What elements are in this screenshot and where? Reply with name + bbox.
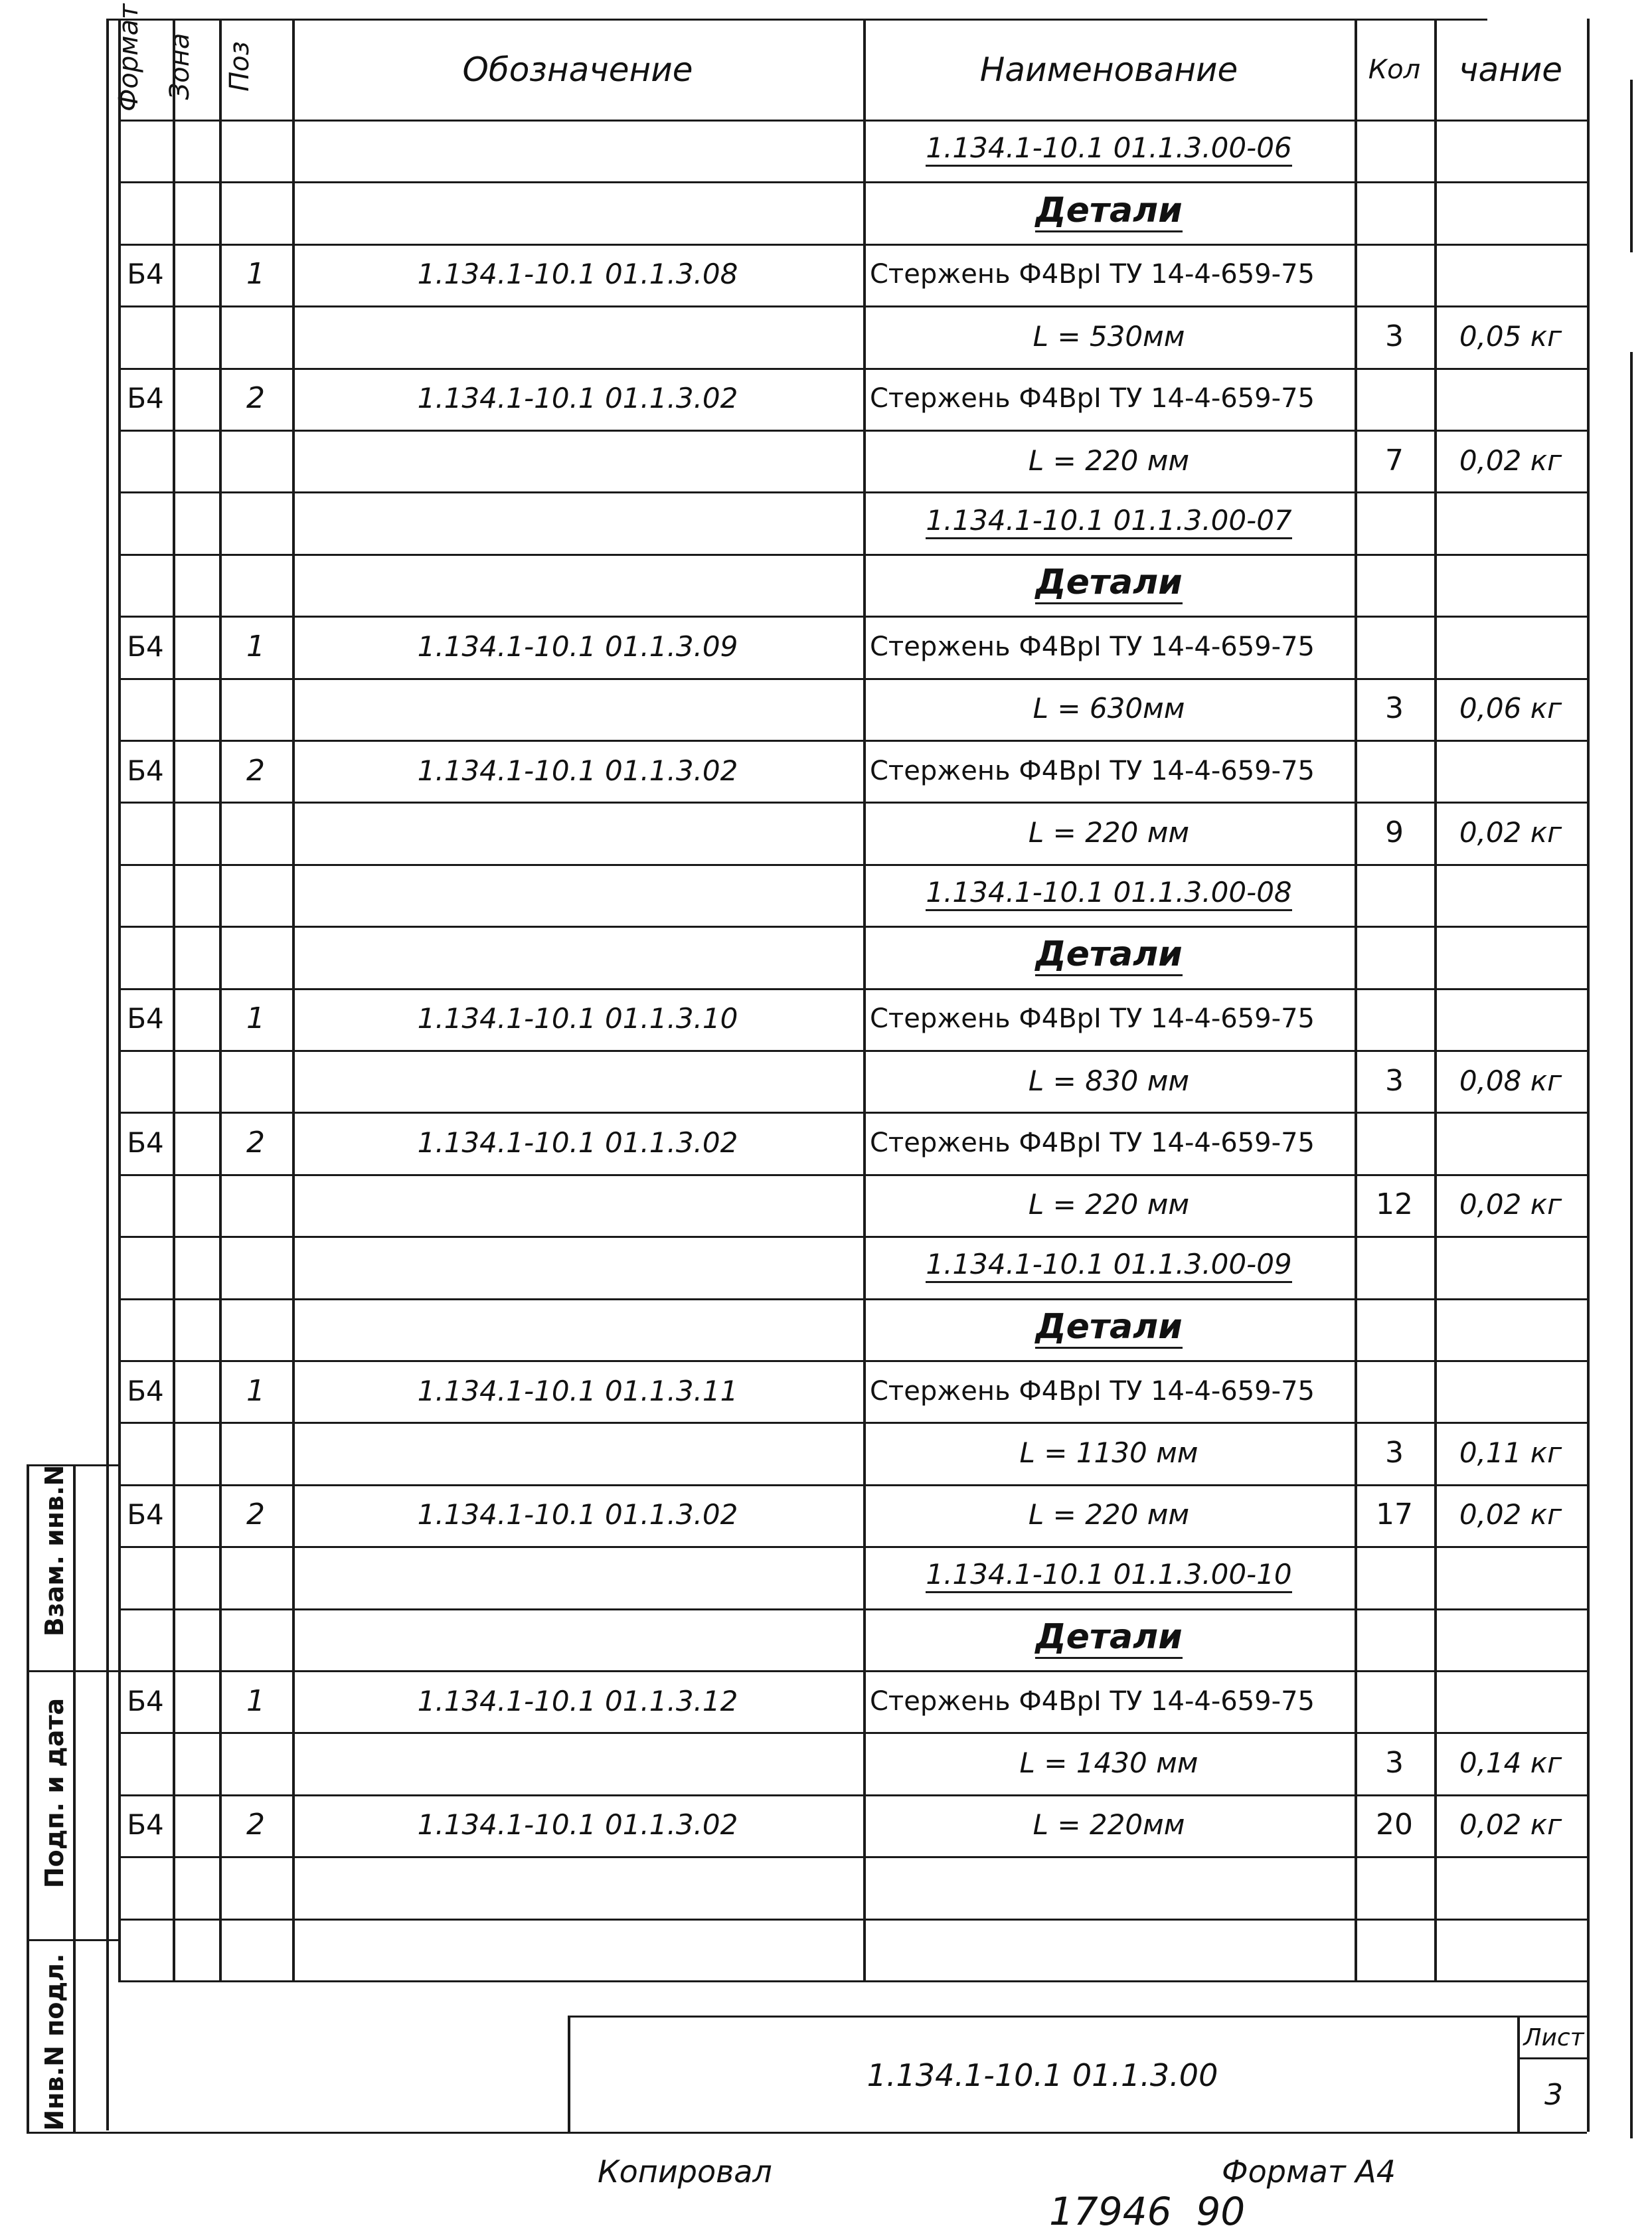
row-name: [863, 864, 1355, 926]
row-line: [118, 1546, 1587, 1548]
row-pos: [219, 305, 292, 367]
row-pos: [219, 1298, 292, 1360]
row-format: Б4: [127, 258, 164, 291]
row-qty: [1355, 988, 1434, 1050]
row-format: Б4: [127, 754, 164, 787]
row-designation: [292, 1546, 863, 1608]
title-block-doc-number: 1.134.1-10.1 01.1.3.00: [867, 2057, 1218, 2093]
section-heading-detali: Детали: [1035, 1620, 1182, 1659]
row-note: 0,11 кг: [1459, 1436, 1562, 1470]
row-format: [118, 181, 173, 243]
row-line: [118, 678, 1587, 680]
row-designation: [292, 1174, 863, 1236]
row-pos: [219, 678, 292, 740]
row-line: [118, 554, 1587, 556]
row-qty: 3: [1385, 1746, 1404, 1780]
header-name: Наименование: [979, 50, 1238, 89]
row-qty: [1355, 1360, 1434, 1422]
row-line: [118, 988, 1587, 990]
column-line: [118, 19, 121, 1980]
row-designation: [292, 1236, 863, 1298]
title-block-sheet-divider: [1517, 2016, 1520, 2132]
row-name: L = 1130 мм: [1019, 1436, 1198, 1470]
row-qty: [1355, 1236, 1434, 1298]
row-note: [1434, 554, 1587, 616]
row-note: [1434, 491, 1587, 553]
row-qty: [1355, 244, 1434, 305]
row-note: 0,02 кг: [1459, 816, 1562, 849]
row-name: L = 220 мм: [1028, 1188, 1190, 1221]
frame-bottom-line: [27, 2132, 1587, 2134]
row-line: [118, 1174, 1587, 1176]
row-name: [863, 554, 1355, 616]
stamp-podp-data: Подп. и дата: [40, 1697, 69, 1889]
row-designation: [292, 1050, 863, 1112]
row-pos: [219, 1546, 292, 1608]
row-qty: 3: [1385, 1063, 1404, 1098]
row-name: L = 1430 мм: [1019, 1747, 1198, 1780]
row-designation: 1.134.1-10.1 01.1.3.10: [417, 1002, 738, 1035]
outer-left-line: [106, 19, 109, 2130]
row-line: [118, 491, 1587, 493]
row-qty: [1355, 1856, 1434, 1918]
row-qty: [1355, 368, 1434, 430]
row-format: [118, 1732, 173, 1794]
row-line: [118, 1422, 1587, 1424]
row-qty: [1355, 1670, 1434, 1732]
row-note: [1434, 1608, 1587, 1670]
row-qty: [1355, 1919, 1434, 1980]
row-qty: [1355, 864, 1434, 926]
row-note: 0,02 кг: [1459, 1498, 1562, 1531]
row-pos: [219, 1732, 292, 1794]
row-format: Б4: [127, 1002, 164, 1035]
row-line: [118, 802, 1587, 804]
row-note: [1434, 864, 1587, 926]
row-designation: 1.134.1-10.1 01.1.3.11: [417, 1374, 738, 1407]
column-line: [1434, 19, 1437, 1980]
column-line: [173, 19, 175, 1980]
row-designation: [292, 120, 863, 181]
row-name: [863, 1236, 1355, 1298]
section-code: 1.134.1-10.1 01.1.3.00-07: [926, 507, 1291, 539]
row-line: [118, 1794, 1587, 1796]
column-line: [292, 19, 295, 1980]
row-line: [118, 1360, 1587, 1362]
row-note: [1434, 181, 1587, 243]
footer-copied: Копировал: [598, 2154, 772, 2190]
row-format: [118, 430, 173, 491]
row-format: Б4: [127, 382, 164, 415]
row-qty: [1355, 554, 1434, 616]
row-name: Стержень Ф4ВрI ТУ 14-4-659-75: [870, 1685, 1315, 1717]
row-format: [118, 926, 173, 988]
row-name: [863, 1608, 1355, 1670]
row-format: Б4: [127, 630, 164, 663]
section-heading-detali: Детали: [1035, 1310, 1182, 1349]
row-qty: 3: [1385, 319, 1404, 353]
row-pos: 2: [246, 381, 265, 416]
row-qty: 9: [1385, 816, 1404, 850]
row-note: [1434, 988, 1587, 1050]
top-border: [106, 19, 1487, 21]
row-format: [118, 864, 173, 926]
row-qty: 12: [1376, 1187, 1413, 1222]
row-name: Стержень Ф4ВрI ТУ 14-4-659-75: [870, 631, 1315, 662]
row-format: [118, 1050, 173, 1112]
row-name: L = 530мм: [1032, 319, 1185, 353]
row-designation: 1.134.1-10.1 01.1.3.02: [417, 1126, 738, 1160]
section-code: 1.134.1-10.1 01.1.3.00-06: [926, 134, 1291, 167]
row-note: [1434, 1298, 1587, 1360]
section-heading-detali: Детали: [1035, 565, 1182, 604]
row-designation: [292, 802, 863, 863]
footer-format: Формат А4: [1222, 2154, 1396, 2190]
stamp-vzam-inv: Взам. инв.N: [40, 1464, 69, 1637]
row-pos: [219, 430, 292, 491]
row-name: L = 630мм: [1032, 692, 1185, 725]
row-note: [1434, 616, 1587, 677]
row-designation: [292, 1856, 863, 1918]
row-name: Стержень Ф4ВрI ТУ 14-4-659-75: [870, 259, 1315, 290]
section-code: 1.134.1-10.1 01.1.3.00-10: [926, 1561, 1291, 1593]
row-designation: [292, 926, 863, 988]
row-pos: 2: [246, 1498, 265, 1532]
row-name: [863, 926, 1355, 988]
row-name: [863, 491, 1355, 553]
row-format: [118, 1608, 173, 1670]
row-pos: [219, 1174, 292, 1236]
row-pos: [219, 554, 292, 616]
row-line: [118, 1919, 1587, 1921]
section-code: 1.134.1-10.1 01.1.3.00-08: [926, 879, 1291, 911]
row-name: L = 220 мм: [1028, 444, 1190, 477]
row-designation: [292, 1422, 863, 1484]
row-format: Б4: [127, 1126, 164, 1160]
header-bottom-line: [118, 120, 1587, 122]
row-note: [1434, 244, 1587, 305]
row-pos: 2: [246, 753, 265, 788]
footer-handwritten-number: 17946 90: [1049, 2189, 1246, 2234]
row-line: [118, 305, 1587, 307]
row-note: [1434, 1856, 1587, 1918]
row-name: L = 220мм: [1032, 1808, 1185, 1842]
row-pos: 2: [246, 1808, 265, 1842]
row-note: [1434, 926, 1587, 988]
row-line: [118, 1670, 1587, 1672]
row-note: [1434, 1360, 1587, 1422]
header-pos: Поз: [224, 41, 255, 92]
row-name: Стержень Ф4ВрI ТУ 14-4-659-75: [870, 1128, 1315, 1159]
row-designation: 1.134.1-10.1 01.1.3.02: [417, 754, 738, 787]
row-note: 0,06 кг: [1459, 692, 1562, 725]
row-format: Б4: [127, 1684, 164, 1717]
stamp-top-line: [27, 1464, 120, 1466]
row-line: [118, 368, 1587, 370]
header-zone: Зона: [165, 33, 195, 100]
row-qty: [1355, 1546, 1434, 1608]
row-note: 0,08 кг: [1459, 1064, 1562, 1097]
row-designation: 1.134.1-10.1 01.1.3.08: [417, 258, 738, 291]
row-note: [1434, 368, 1587, 430]
row-note: 0,14 кг: [1459, 1747, 1562, 1780]
title-block-sheet-line: [1517, 2057, 1587, 2059]
right-margin-mark-2: [1630, 352, 1633, 2138]
row-name: L = 830 мм: [1028, 1064, 1190, 1097]
row-designation: [292, 430, 863, 491]
row-note: [1434, 1546, 1587, 1608]
row-format: [118, 305, 173, 367]
row-pos: 2: [246, 1126, 265, 1160]
row-qty: [1355, 740, 1434, 802]
row-pos: [219, 491, 292, 553]
row-qty: [1355, 616, 1434, 677]
stamp-inner-line: [73, 1464, 76, 2132]
row-format: Б4: [127, 1498, 164, 1531]
row-line: [118, 926, 1587, 928]
row-pos: [219, 1919, 292, 1980]
row-format: [118, 1236, 173, 1298]
row-name: [863, 1546, 1355, 1608]
row-format: [118, 491, 173, 553]
header-note: чание: [1458, 50, 1563, 89]
row-designation: 1.134.1-10.1 01.1.3.02: [417, 382, 738, 415]
title-block-sheet-label: Лист: [1523, 2024, 1584, 2051]
row-line: [118, 1236, 1587, 1238]
row-pos: 1: [246, 1001, 265, 1036]
row-format: [118, 1298, 173, 1360]
column-line: [219, 19, 222, 1980]
column-line: [1355, 19, 1357, 1980]
row-line: [118, 1050, 1587, 1052]
row-name: [863, 1856, 1355, 1918]
row-format: Б4: [127, 1808, 164, 1842]
row-designation: [292, 181, 863, 243]
row-pos: [219, 1236, 292, 1298]
row-line: [118, 740, 1587, 742]
row-pos: [219, 1608, 292, 1670]
row-line: [118, 1298, 1587, 1300]
row-format: [118, 1422, 173, 1484]
row-qty: 3: [1385, 691, 1404, 726]
row-qty: [1355, 491, 1434, 553]
row-designation: 1.134.1-10.1 01.1.3.09: [417, 630, 738, 663]
row-note: 0,02 кг: [1459, 444, 1562, 477]
header-designation: Обозначение: [462, 50, 693, 89]
row-designation: [292, 1732, 863, 1794]
row-pos: [219, 864, 292, 926]
row-note: [1434, 1112, 1587, 1173]
row-format: [118, 1174, 173, 1236]
stamp-divider-2: [27, 1939, 120, 1941]
row-designation: [292, 678, 863, 740]
row-note: [1434, 1670, 1587, 1732]
row-line: [118, 1980, 1587, 1982]
row-line: [118, 1608, 1587, 1610]
title-block-sheet-number: 3: [1544, 2078, 1563, 2112]
row-line: [118, 244, 1587, 246]
row-format: [118, 802, 173, 863]
row-designation: 1.134.1-10.1 01.1.3.12: [417, 1684, 738, 1717]
section-heading-detali: Детали: [1035, 937, 1182, 976]
row-pos: 1: [246, 1373, 265, 1408]
row-note: [1434, 1919, 1587, 1980]
row-designation: [292, 554, 863, 616]
stamp-outer-line: [27, 1464, 29, 2132]
row-qty: [1355, 181, 1434, 243]
row-designation: [292, 491, 863, 553]
row-pos: [219, 1856, 292, 1918]
row-line: [118, 1856, 1587, 1858]
row-note: [1434, 120, 1587, 181]
row-qty: [1355, 1608, 1434, 1670]
row-qty: 17: [1376, 1498, 1413, 1532]
title-block-top: [568, 2016, 1587, 2018]
row-note: [1434, 740, 1587, 802]
outer-right-line: [1587, 120, 1590, 2132]
row-format: Б4: [127, 1374, 164, 1407]
row-designation: [292, 1608, 863, 1670]
row-format: [118, 678, 173, 740]
row-note: [1434, 1236, 1587, 1298]
row-pos: [219, 181, 292, 243]
row-designation: [292, 1298, 863, 1360]
row-format: [118, 120, 173, 181]
row-qty: 7: [1385, 443, 1404, 477]
row-pos: 1: [246, 1683, 265, 1718]
row-line: [118, 430, 1587, 432]
row-note: 0,02 кг: [1459, 1808, 1562, 1842]
row-line: [118, 1484, 1587, 1486]
row-pos: [219, 120, 292, 181]
row-name: L = 220 мм: [1028, 1498, 1190, 1531]
stamp-inv-podl: Инв.N подл.: [40, 1953, 69, 2131]
row-name: Стержень Ф4ВрI ТУ 14-4-659-75: [870, 755, 1315, 786]
row-qty: [1355, 1112, 1434, 1173]
row-name: Стержень Ф4ВрI ТУ 14-4-659-75: [870, 383, 1315, 414]
row-format: [118, 554, 173, 616]
row-qty: [1355, 1298, 1434, 1360]
row-qty: [1355, 120, 1434, 181]
section-heading-detali: Детали: [1035, 193, 1182, 232]
row-line: [118, 1732, 1587, 1734]
row-format: [118, 1546, 173, 1608]
row-note: 0,02 кг: [1459, 1188, 1562, 1221]
row-line: [118, 864, 1587, 866]
row-format: [118, 1919, 173, 1980]
header-qty: Кол: [1368, 54, 1421, 85]
row-pos: [219, 1422, 292, 1484]
stamp-divider-1: [27, 1670, 120, 1672]
column-line: [863, 19, 866, 1980]
row-note: 0,05 кг: [1459, 319, 1562, 353]
row-name: [863, 1919, 1355, 1980]
row-qty: 3: [1385, 1436, 1404, 1470]
row-name: Стержень Ф4ВрI ТУ 14-4-659-75: [870, 1375, 1315, 1407]
row-pos: 1: [246, 629, 265, 663]
row-line: [118, 1112, 1587, 1114]
title-block-left: [568, 2016, 570, 2132]
row-designation: [292, 864, 863, 926]
row-format: [118, 1856, 173, 1918]
row-qty: [1355, 926, 1434, 988]
row-designation: [292, 305, 863, 367]
row-name: L = 220 мм: [1028, 816, 1190, 849]
row-designation: 1.134.1-10.1 01.1.3.02: [417, 1498, 738, 1531]
row-line: [118, 181, 1587, 183]
row-designation: [292, 1919, 863, 1980]
header-format: Формат: [114, 3, 144, 112]
row-name: Стержень Ф4ВрI ТУ 14-4-659-75: [870, 1003, 1315, 1035]
row-designation: 1.134.1-10.1 01.1.3.02: [417, 1808, 738, 1842]
row-line: [118, 616, 1587, 618]
row-qty: 20: [1376, 1808, 1413, 1842]
row-name: [863, 120, 1355, 181]
row-pos: [219, 1050, 292, 1112]
row-name: [863, 181, 1355, 243]
row-pos: [219, 926, 292, 988]
row-pos: 1: [246, 257, 265, 292]
section-code: 1.134.1-10.1 01.1.3.00-09: [926, 1250, 1291, 1283]
row-name: [863, 1298, 1355, 1360]
right-margin-mark-1: [1630, 80, 1633, 252]
row-pos: [219, 802, 292, 863]
